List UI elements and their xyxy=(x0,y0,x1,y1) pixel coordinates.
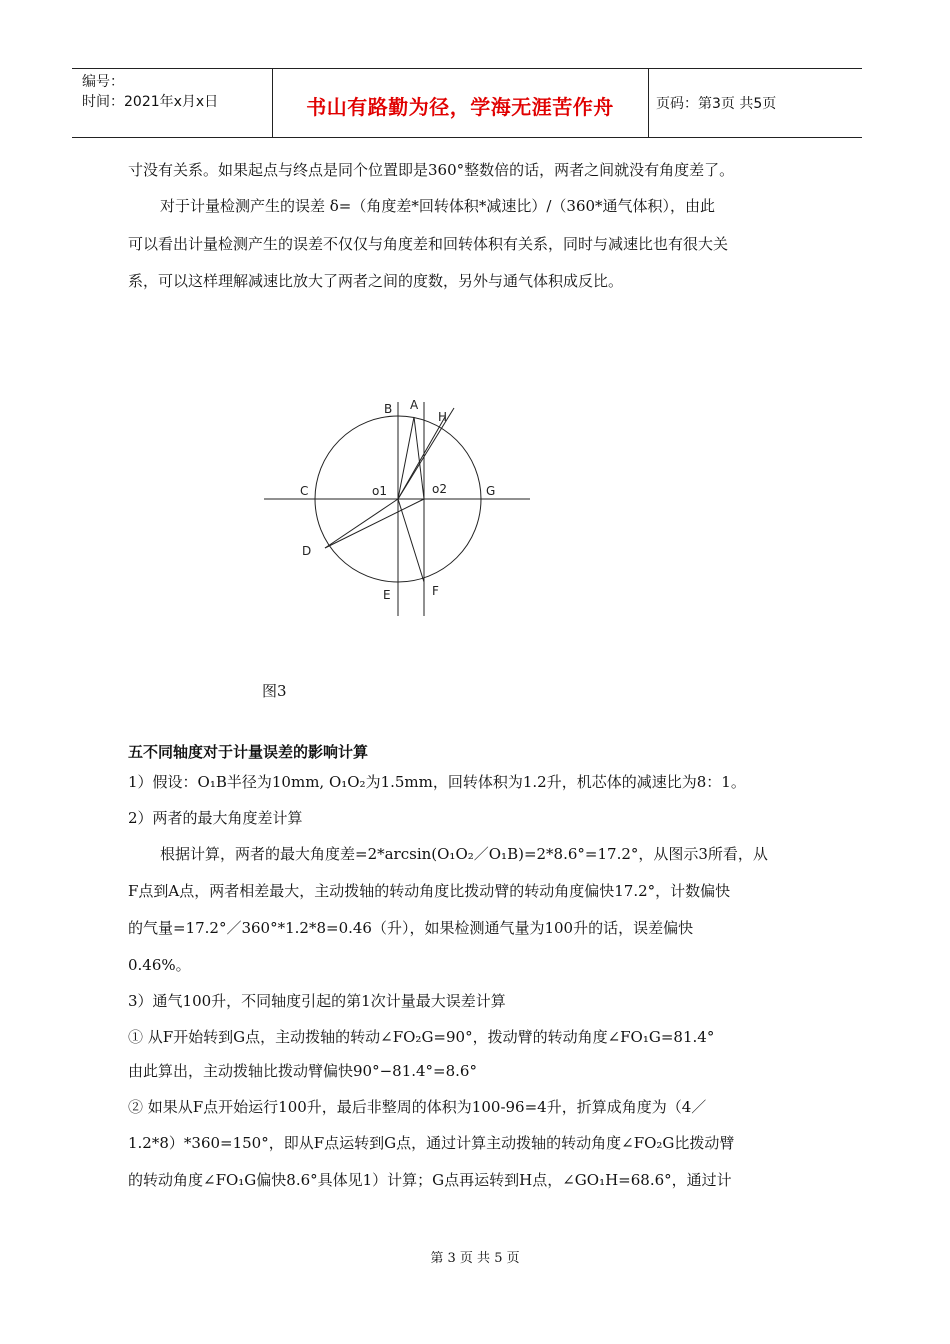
para-step-2: 2）两者的最大角度差计算 xyxy=(128,809,303,827)
para-calc-line-1: 根据计算，两者的最大角度差=2*arcsin(O₁O₂／O₁B)=2*8.6°=17.2°，从图示3所看，从 xyxy=(160,845,768,863)
header-page-cell xyxy=(648,69,862,137)
figure-3-diagram xyxy=(262,395,534,620)
label-f: F xyxy=(432,584,439,598)
label-d: D xyxy=(302,544,312,558)
figure-caption: 图3 xyxy=(262,682,287,700)
label-c: C xyxy=(300,484,309,498)
label-o2: o2 xyxy=(432,482,447,496)
intro-line-1: 寸没有关系。如果起点与终点是同个位置即是360°整数倍的话，两者之间就没有角度差了。 xyxy=(128,161,735,179)
para-item-1-result: 由此算出，主动拨轴比拨动臂偏快90°−81.4°=8.6° xyxy=(128,1062,477,1080)
page-header xyxy=(72,68,862,138)
intro-line-3: 可以看出计量检测产生的误差不仅仅与角度差和回转体积有关系，同时与减速比也有很大关 xyxy=(128,235,729,253)
label-a: A xyxy=(410,398,419,412)
para-item-2-line-1: ② 如果从F点开始运行100升，最后非整周的体积为100-96=4升，折算成角度为（4／ xyxy=(128,1098,707,1116)
section-title: 五不同轴度对于计量误差的影响计算 xyxy=(128,743,369,761)
label-o1: o1 xyxy=(372,484,387,498)
header-motto-cell xyxy=(272,69,649,137)
page-footer: 第 3 页 共 5 页 xyxy=(430,1251,520,1266)
label-g: G xyxy=(486,484,496,498)
header-meta-cell xyxy=(72,69,273,137)
segment-o1-d xyxy=(325,499,398,548)
time-label: 时间：2021年x月x日 xyxy=(82,94,219,110)
para-calc-line-3: 的气量=17.2°／360°*1.2*8=0.46（升），如果检测通气量为100升的话，误差偏快 xyxy=(128,919,694,937)
circle-diagram xyxy=(262,395,534,620)
header-motto: 书山有路勤为径，学海无涯苦作舟 xyxy=(306,95,614,119)
para-calc-line-2: F点到A点，两者相差最大，主动拨轴的转动角度比拨动臂的转动角度偏快17.2°，计数偏快 xyxy=(128,882,731,900)
code-label: 编号： xyxy=(82,74,124,90)
label-b: B xyxy=(384,402,393,416)
intro-line-2: 对于计量检测产生的误差 δ=（角度差*回转体积*减速比）/（360*通气体积），由此 xyxy=(160,197,716,215)
para-item-1: ① 从F开始转到G点，主动拨轴的转动∠FO₂G=90°，拨动臂的转动角度∠FO₁G=81.4° xyxy=(128,1028,715,1046)
segment-o1-f xyxy=(398,499,424,582)
para-assumption: 1）假设：O₁B半径为10mm, O₁O₂为1.5mm，回转体积为1.2升，机芯体的减速比为8：1。 xyxy=(128,773,746,791)
segment-o2-d xyxy=(325,499,424,548)
segment-o2-a xyxy=(414,417,424,499)
para-step-3: 3）通气100升，不同轴度引起的第1次计量最大误差计算 xyxy=(128,992,506,1010)
label-e: E xyxy=(383,588,391,602)
label-h: H xyxy=(438,410,448,424)
para-calc-line-4: 0.46%。 xyxy=(128,956,191,974)
intro-line-4: 系，可以这样理解减速比放大了两者之间的度数，另外与通气体积成反比。 xyxy=(128,272,624,290)
para-item-2-line-2: 1.2*8）*360=150°，即从F点运转到G点，通过计算主动拨轴的转动角度∠FO₂G比拨动臂 xyxy=(128,1134,735,1152)
page-code: 页码：第3页 共5页 xyxy=(656,96,777,112)
para-item-2-line-3: 的转动角度∠FO₁G偏快8.6°具体见1）计算；G点再运转到H点，∠GO₁H=68.6°，通过计 xyxy=(128,1171,732,1189)
